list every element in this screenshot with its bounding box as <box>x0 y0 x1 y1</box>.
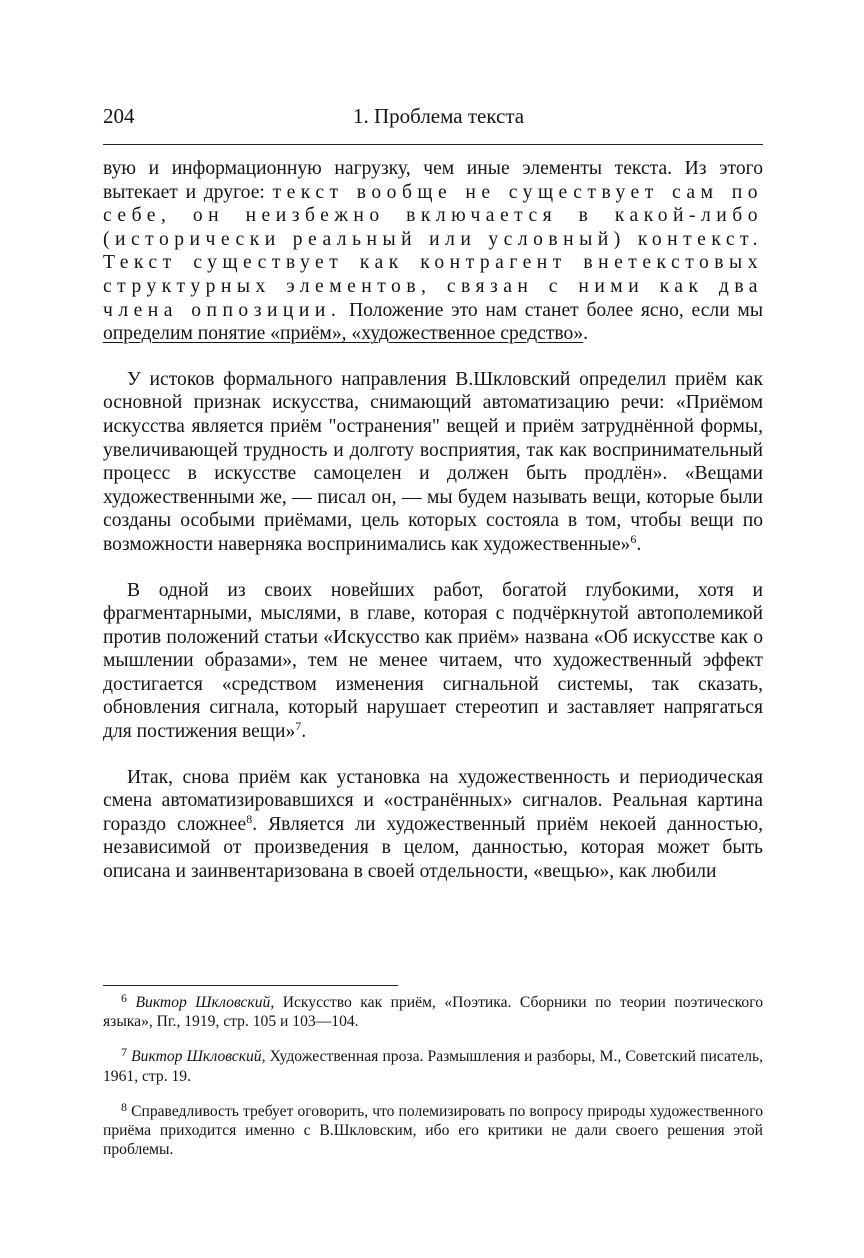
page-number: 204 <box>103 104 135 128</box>
footnote-text: Искусство как приём, «Поэтика. Сборники по теории поэтического языка», Пг., 1919, стр. 105 и 103—104. <box>103 994 763 1031</box>
header-rule <box>103 144 763 145</box>
footnote-8 <box>103 1099 763 1160</box>
footnote-rule <box>103 985 398 986</box>
footnote-mark: 8 <box>121 1099 127 1114</box>
paragraph-4 <box>103 766 763 884</box>
paragraph-2 <box>103 368 763 557</box>
paragraph-1-lead: вую и информационную нагрузку, чем иные элементы текста. Из этого вытекает и другое: <box>103 158 763 203</box>
page-header <box>103 104 763 136</box>
footnotes <box>103 993 763 1175</box>
footnote-7 <box>103 1047 763 1085</box>
spaced-emphasis: текст вообще не существует сам по себе, он неизбежно включается в какой-либо (исторически реальный или условный) контекст. Текст существует как контрагент внетекстовых структурных элементов, связан с ними как два члена оппозиции. <box>103 181 763 321</box>
footnote-mark: 6 <box>121 991 127 1005</box>
main-text <box>103 157 763 906</box>
footnote-ref-8[interactable]: 8 <box>246 811 253 826</box>
paragraph-4-end: . Является ли художественный приём некоей данностью, независимой от произведения в целом, данностью, которая может быть описана и заинвентаризована в своей отдельности, «вещью», как любили <box>103 813 763 883</box>
paragraph-2-text: У истоков формального направления В.Шкловский определил приём как основной признак искусства, снимающий автоматизацию речи: «Приёмом искусства является приём "остранения" вещей и приём затруднённой формы, увеличивающей трудность и долготу восприятия, так как воспринимательный процесс в искусстве самоцелен и должен быть продлён». «Вещами художественными же, — писал он, — мы будем называть вещи, которые были созданы особыми приёмами, цель которых состояла в том, чтобы вещи по возможности наверняка воспринимались как художественные» <box>103 368 763 555</box>
paragraph-1-end: . <box>583 323 589 345</box>
footnote-text: Справедливость требует оговорить, что полемизировать по вопросу природы художественного приёма приходится именно с В.Шкловским, ибо его критики не дали своего решения этой проблемы. <box>103 1102 763 1159</box>
paragraph-2-end: . <box>636 533 642 555</box>
paragraph-1-middle: Положение это нам станет более ясно, если мы <box>341 299 763 321</box>
footnote-author: Виктор Шкловский, <box>131 1048 266 1066</box>
footnote-ref-6[interactable]: 6 <box>630 531 637 546</box>
running-title: 1. Проблема текста <box>353 104 525 128</box>
paragraph-3 <box>103 579 763 744</box>
footnote-6 <box>103 993 763 1031</box>
paragraph-3-end: . <box>301 721 307 743</box>
paragraph-1 <box>103 157 763 346</box>
footnote-text: Художественная проза. Размышления и разборы, М., Советский писатель, 1961, стр. 19. <box>103 1048 763 1085</box>
footnote-author: Виктор Шкловский, <box>135 994 275 1011</box>
footnote-ref-7[interactable]: 7 <box>295 719 302 734</box>
underlined-phrase: определим понятие «приём», «художественное средство» <box>103 323 584 345</box>
paragraph-4-text: Итак, снова приём как установка на художественность и периодическая смена автоматизировавшихся и «остранённых» сигналов. Реальная картина гораздо сложнее <box>103 766 763 835</box>
footnote-mark: 7 <box>121 1045 127 1060</box>
paragraph-3-text: В одной из своих новейших работ, богатой глубокими, хотя и фрагментарными, мыслями, в главе, которая с подчёркнутой автополемикой против положений статьи «Искусство как приём» названа «Об искусстве как о мышлении образами», тем не менее читаем, что художественный эффект достигается «средством изменения сигнальной системы, так сказать, обновления сигнала, который нарушает стереотип и заставляет напрягаться для постижения вещи» <box>103 579 763 743</box>
